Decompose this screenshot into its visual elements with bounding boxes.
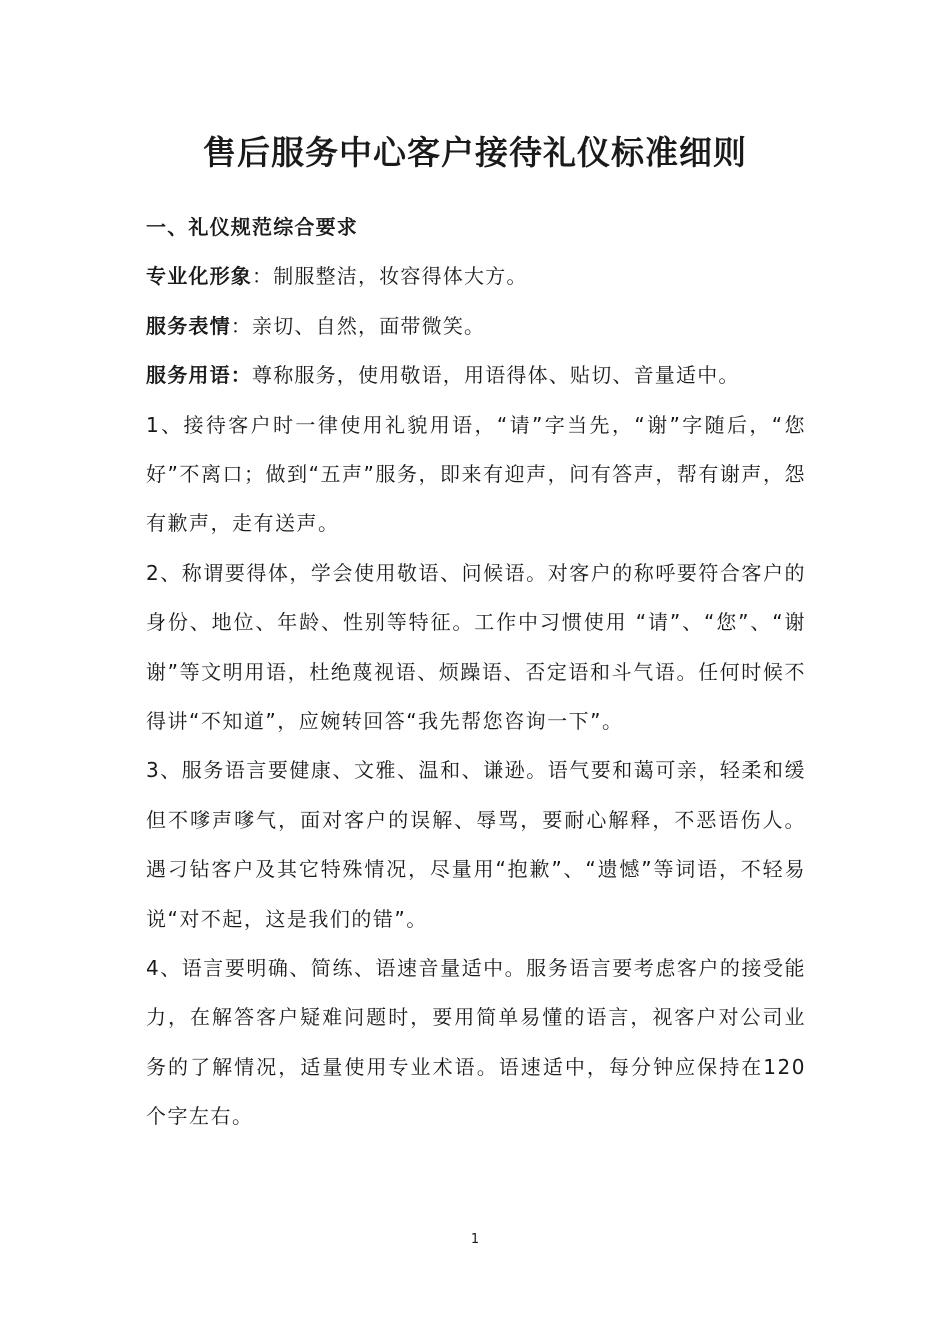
paragraph-2: 2、称谓要得体，学会使用敬语、问候语。对客户的称呼要符合客户的身份、地位、年龄、性别等特征。工作中习惯使用 “请”、“您”、“谢谢”等文明用语，杜绝蔑视语、烦躁语、否定语和斗气语。任何时候不得讲“不知道”，应婉转回答“我先帮您咨询一下”。 <box>146 560 806 733</box>
document-body <box>146 203 806 1142</box>
requirement-label: 专业化形象 <box>146 264 252 289</box>
requirement-label: 服务用语： <box>146 363 252 388</box>
document-title: 售后服务中心客户接待礼仪标准细则 <box>203 133 747 172</box>
requirement-separator: ： <box>230 313 253 338</box>
requirement-separator: ： <box>252 264 274 289</box>
requirement-text: 亲切、自然，面带微笑。 <box>252 313 486 338</box>
requirement-text: 制服整洁，妆容得体大方。 <box>273 264 528 289</box>
requirement-professional-image <box>146 252 806 301</box>
paragraph-3: 3、服务语言要健康、文雅、温和、谦逊。语气要和蔼可亲，轻柔和缓但不嗲声嗲气，面对客户的误解、辱骂，要耐心解释，不恶语伤人。遇刁钻客户及其它特殊情况，尽量用“抱歉”、“遗憾”等词语，不轻易说“对不起，这是我们的错”。 <box>146 758 806 931</box>
requirement-label: 服务表情 <box>146 313 231 338</box>
page-number: 1 <box>470 1232 480 1247</box>
section-heading: 一、礼仪规范综合要求 <box>146 215 358 239</box>
paragraph-4: 4、语言要明确、简练、语速音量适中。服务语言要考虑客户的接受能力，在解答客户疑难问题时，要用简单易懂的语言，视客户对公司业务的了解情况，适量使用专业术语。语速适中，每分钟应保持在120个字左右。 <box>146 956 806 1129</box>
requirement-service-expression <box>146 302 806 351</box>
paragraph-1: 1、接待客户时一律使用礼貌用语，“请”字当先，“谢”字随后，“您好”不离口；做到“五声”服务，即来有迎声，问有答声，帮有谢声，怨有歉声，走有送声。 <box>146 412 806 536</box>
requirement-service-language <box>146 351 806 400</box>
requirement-text: 尊称服务，使用敬语，用语得体、贴切、音量适中。 <box>252 363 740 388</box>
